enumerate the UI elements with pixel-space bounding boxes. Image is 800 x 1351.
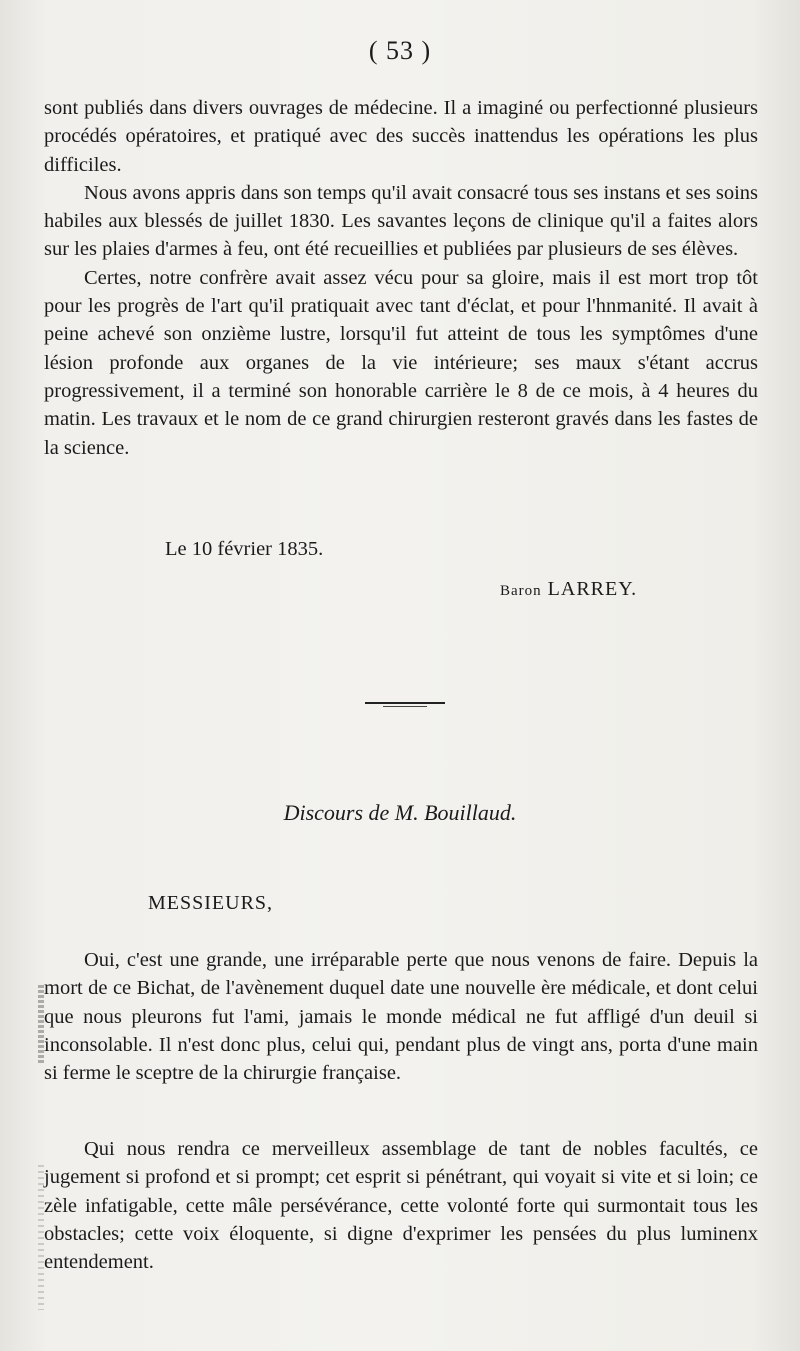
date-line: Le 10 février 1835. [165, 538, 324, 560]
body-text-section-1 [44, 94, 758, 462]
body-text-section-3 [44, 1135, 758, 1276]
paragraph: Certes, notre confrère avait assez vécu pour sa gloire, mais il est mort trop tôt pour les progrès de l'art qu'il pratiquait avec tant d'éclat, et pour l'hnmanité. Il avait à peine achevé son onzième lustre, lorsqu'il fut atteint de tous les symptômes d'une lésion profonde aux organes de la vie intérieure; ses maux s'étant accrus progressivement, il a terminé son honorable carrière le 8 de ce mois, à 4 heures du matin. Les travaux et le nom de ce grand chirurgien resteront gravés dans les fastes de la science. [44, 266, 758, 459]
paragraph: Oui, c'est une grande, une irréparable perte que nous venons de faire. Depuis la mort de ce Bichat, de l'avènement duquel date une nouvelle ère médicale, et dont celui que nous pleurons fut l'ami, jamais le monde médical ne fut affligé d'un deuil si inconsolable. Il n'est donc plus, celui qui, pendant plus de vingt ans, porta d'une main si ferme le sceptre de la chirurgie française. [44, 949, 758, 1085]
paragraph: sont publiés dans divers ouvrages de médecine. Il a imaginé ou perfectionné plusieurs procédés opératoires, et pratiqué avec des succès inattendus les opérations les plus difficiles. [44, 97, 758, 176]
salutation: MESSIEURS, [148, 892, 274, 914]
signature-title: Baron [500, 583, 542, 599]
paragraph: Qui nous rendra ce merveilleux assemblage de tant de nobles facultés, ce jugement si profond et si prompt; cet esprit si pénétrant, qui voyait si vite et si loin; ce zèle infatigable, cette mâle persévérance, cette volonté forte qui surmontait tous les obstacles; cette voix éloquente, si digne d'exprimer les pensées du plus luminenx entendement. [44, 1138, 758, 1274]
section-divider [365, 702, 445, 704]
page-number: ( 53 ) [368, 36, 432, 65]
signature [500, 578, 637, 601]
paragraph: Nous avons appris dans son temps qu'il avait consacré tous ses instans et ses soins habiles aux blessés de juillet 1830. Les savantes leçons de clinique qu'il a faites alors sur les plaies d'armes à feu, ont été recueillies et publiées par plusieurs de ses élèves. [44, 181, 758, 261]
body-text-section-2 [44, 946, 758, 1087]
signature-name: LARREY. [547, 578, 638, 600]
speech-title: Discours de M. Bouillaud. [283, 800, 517, 825]
